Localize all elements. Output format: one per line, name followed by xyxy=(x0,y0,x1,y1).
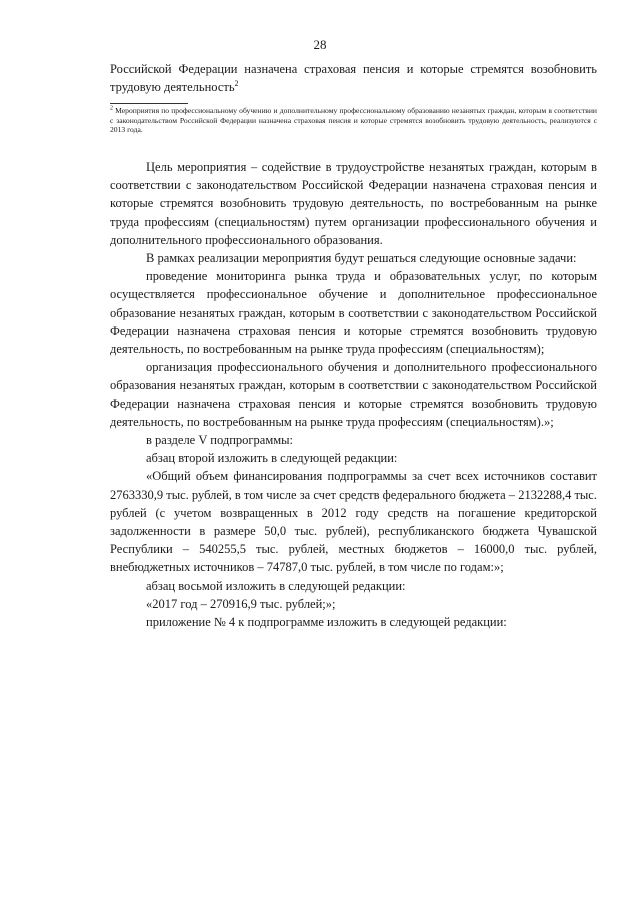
footnote-divider xyxy=(110,103,188,104)
main-body xyxy=(110,158,597,631)
paragraph-task-monitoring: проведение мониторинга рынка труда и образовательных услуг, по которым осуществляется профессиональное обучение и дополнительное профессиональное образование незанятых граждан, которым в соответствии с законодательством Российской Федерации назначена страховая пенсия и которые стремятся возобновить трудовую деятельность, по востребованным на рынке труда профессиям (специальностям); xyxy=(110,269,597,357)
paragraph-eighth-abzac: абзац восьмой изложить в следующей редакции: xyxy=(146,578,406,593)
page-number: 28 xyxy=(313,37,327,52)
footnote xyxy=(110,106,597,135)
paragraph-task-training: организация профессионального обучения и дополнительного профессионального образования незанятых граждан, которым в соответствии с законодательством Российской Федерации назначена страховая пенсия и которые стремятся возобновить трудовую деятельность, по востребованным на рынке труда профессиям (специальностям).»; xyxy=(110,360,597,429)
paragraph-appendix-4: приложение № 4 к подпрограмме изложить в следующей редакции: xyxy=(146,615,507,630)
top-paragraph xyxy=(110,60,597,96)
paragraph-goal: Цель мероприятия – содействие в трудоустройстве незанятых граждан, которым в соответствии с законодательством Российской Федерации назначена страховая пенсия и которые стремятся возобновить трудовую деятельность, по востребованным на рынке труда профессиям (специальностям) путем организации профессионального обучения и дополнительного профессионального образования. xyxy=(110,160,597,247)
top-paragraph-body: Российской Федерации назначена страховая пенсия и которые стремятся возобновить трудовую деятельность xyxy=(110,62,597,95)
top-paragraph-text xyxy=(110,60,597,96)
paragraph-year-2017: «2017 год – 270916,9 тыс. рублей;»; xyxy=(146,596,336,611)
footnote-text: Мероприятия по профессиональному обучению и дополнительному профессиональному образованию незанятых граждан, которым в соответствии с законодательством Российской Федерации назначена страховая пенсия и которые стремятся возобновить трудовую деятельность, реализуются с 2013 года. xyxy=(110,106,597,135)
paragraph-section-v: в разделе V подпрограммы: xyxy=(146,433,294,448)
footnote-reference: 2 xyxy=(234,79,239,89)
paragraph-second-abzac: абзац второй изложить в следующей редакции: xyxy=(146,451,398,466)
paragraph-tasks-intro: В рамках реализации мероприятия будут решаться следующие основные задачи: xyxy=(146,251,577,266)
footnote-mark: 2 xyxy=(110,105,113,112)
paragraph-financing: «Общий объем финансирования подпрограммы за счет всех источников составит 2763330,9 тыс. рублей, в том числе за счет средств федерального бюджета – 2132288,4 тыс. рублей (с учетом возвращенных в 2012 году средств на погашение кредиторской задолженности в размере 50,0 тыс. рублей), республиканского бюджета Чувашской Республики – 540255,5 тыс. рублей, местных бюджетов – 16000,0 тыс. рублей, внебюджетных источников – 74787,0 тыс. рублей, в том числе по годам:»; xyxy=(110,469,597,575)
